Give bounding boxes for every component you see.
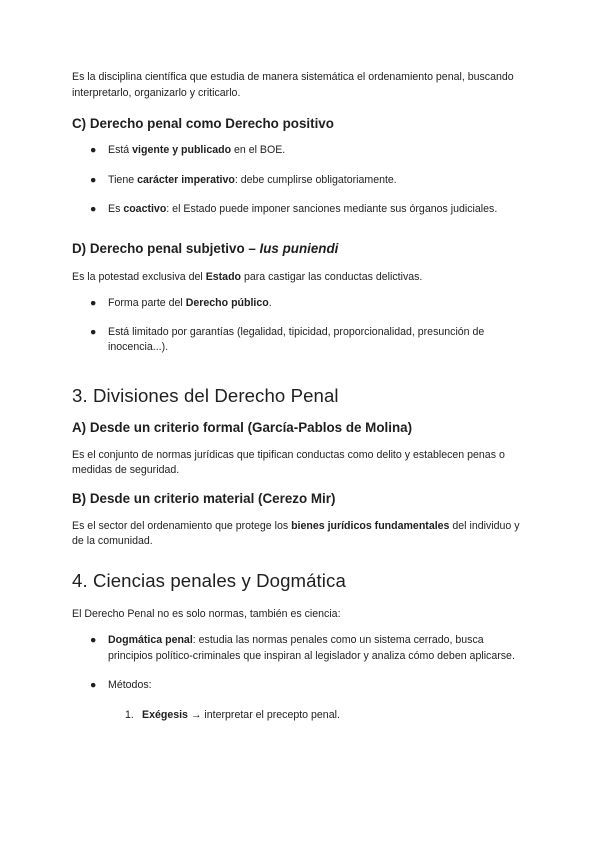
methods-list (72, 708, 528, 724)
document-page (72, 70, 528, 723)
heading-4: 4. Ciencias penales y Dogmática (72, 569, 346, 591)
list-item: ● Está limitado por garantías (legalidad, tipicidad, proporcionalidad, presunción de inocencia...). (90, 325, 485, 353)
heading-3: 3. Divisiones del Derecho Penal (72, 384, 339, 406)
list-item: ● Es coactivo: el Estado puede imponer sanciones mediante sus órganos judiciales. (72, 202, 528, 218)
section-c-list (72, 143, 528, 218)
ordered-list-item: 1. Exégesis → interpretar el precepto penal. (125, 708, 340, 721)
bullet-icon: ● (90, 297, 97, 309)
section-3b-paragraph: Es el sector del ordenamiento que protege los bienes jurídicos fundamentales del individuo y de la comunidad. (72, 519, 520, 547)
heading-c: C) Derecho penal como Derecho positivo (72, 116, 334, 131)
heading-3b: B) Desde un criterio material (Cerezo Mir) (72, 490, 336, 506)
intro-paragraph: Es la disciplina científica que estudia de manera sistemática el ordenamiento penal, buscando interpretarlo, organizarlo y criticarlo. (72, 71, 514, 99)
list-item: ● Dogmática penal: estudia las normas penales como un sistema cerrado, busca principios político-criminales que inspiran al legislador y analiza cómo deben aplicarse. (90, 634, 515, 662)
list-item: ● Tiene carácter imperativo: debe cumplirse obligatoriamente. (72, 173, 528, 189)
section-4-intro: El Derecho Penal no es solo normas, también es ciencia: (72, 607, 341, 620)
bullet-icon: ● (90, 634, 97, 646)
section-3a-paragraph: Es el conjunto de normas jurídicas que tipifican conductas como delito y establecen penas o medidas de seguridad. (72, 448, 505, 476)
section-4-list (72, 633, 528, 694)
heading-3a: A) Desde un criterio formal (García-Pablos de Molina) (72, 419, 413, 435)
bullet-icon: ● (90, 173, 97, 186)
list-item: ● Forma parte del Derecho público. (72, 296, 528, 312)
bullet-icon: ● (90, 203, 97, 215)
list-item: ● Está vigente y publicado en el BOE. (72, 143, 528, 159)
section-d-list (72, 296, 528, 356)
section-d-paragraph: Es la potestad exclusiva del Estado para castigar las conductas delictivas. (72, 270, 423, 283)
bullet-icon: ● (90, 325, 97, 338)
bullet-icon: ● (90, 144, 97, 156)
list-item: ● Métodos: (72, 678, 528, 694)
heading-d: D) Derecho penal subjetivo – Ius puniendi (72, 240, 339, 256)
bullet-icon: ● (90, 679, 97, 691)
